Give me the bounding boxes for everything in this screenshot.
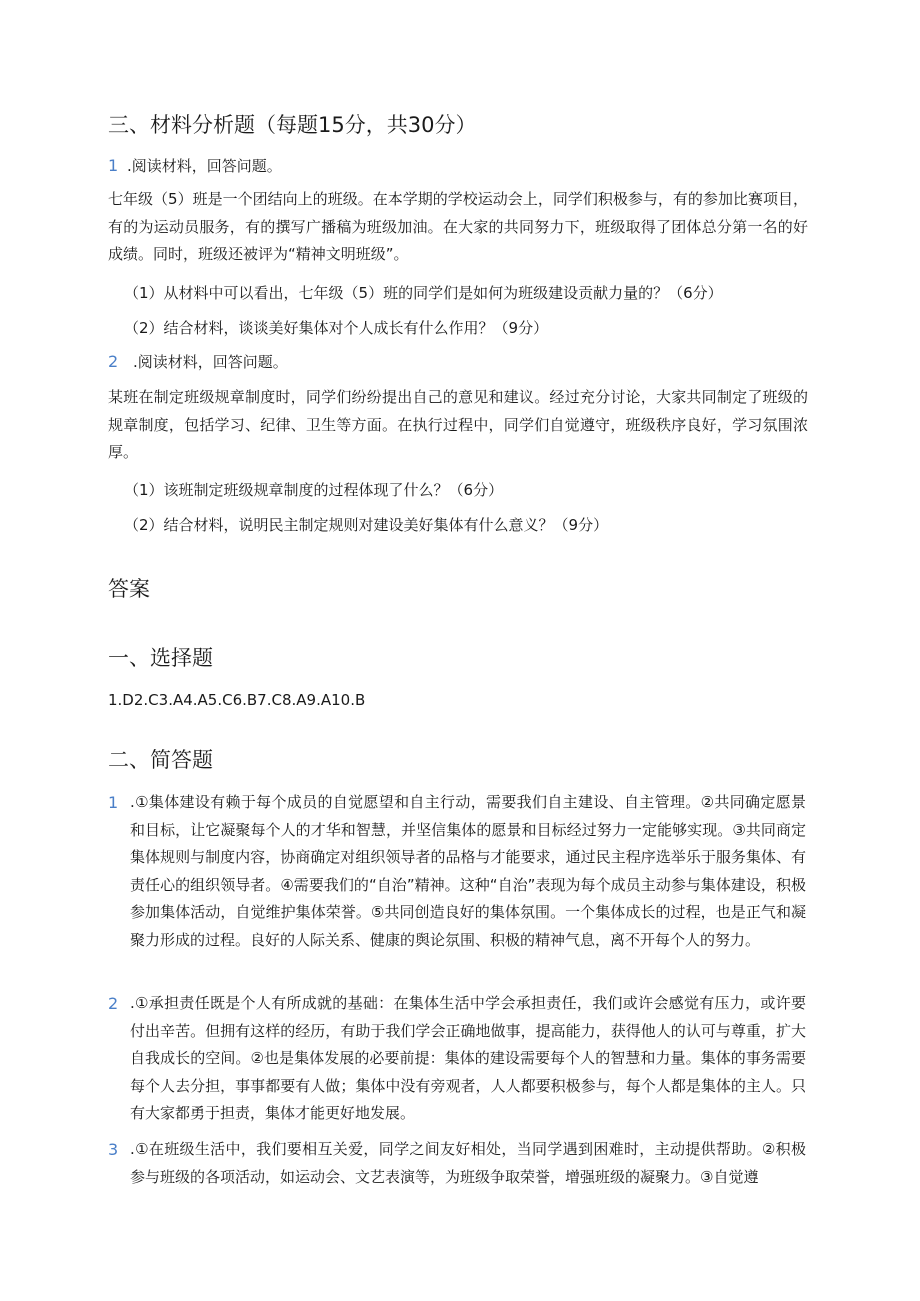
answer-item-2	[108, 990, 808, 1130]
question-2-sub-1: （1）该班制定班级规章制度的过程体现了什么？（6分）	[124, 481, 504, 499]
question-1-material: 七年级（5）班是一个团结向上的班级。在本学期的学校运动会上，同学们积极参与，有的参加比赛项目，有的为运动员服务，有的撰写广播稿为班级加油。在大家的共同努力下，班级取得了团体总分第一名的好成绩。同时，班级还被评为“精神文明班级”。	[108, 190, 808, 263]
question-number: 1	[108, 156, 119, 175]
question-number: 2	[108, 352, 119, 371]
question-1-sub-2: （2）结合材料，谈谈美好集体对个人成长有什么作用？（9分）	[124, 319, 549, 337]
question-2-material: 某班在制定班级规章制度时，同学们纷纷提出自己的意见和建议。经过充分讨论，大家共同制定了班级的规章制度，包括学习、纪律、卫生等方面。在执行过程中，同学们自觉遵守，班级秩序良好，学习氛围浓厚。	[108, 388, 808, 461]
short-answer-section-title: 二、简答题	[108, 748, 213, 772]
answer-number: 2	[108, 994, 119, 1013]
answer-text: .①集体建设有赖于每个成员的自觉愿望和自主行动，需要我们自主建设、自主管理。②共同确定愿景和目标，让它凝聚每个人的才华和智慧，并坚信集体的愿景和目标经过努力一定能够实现。③共同商定集体规则与制度内容，协商确定对组织领导者的品格与才能要求，通过民主程序选举乐于服务集体、有责任心的组织领导者。④需要我们的“自治”精神。这种“自治”表现为每个成员主动参与集体建设，积极参加集体活动，自觉维护集体荣誉。⑤共同创造良好的集体氛围。一个集体成长的过程，也是正气和凝聚力形成的过程。良好的人际关系、健康的舆论氛围、积极的精神气息，离不开每个人的努力。	[130, 793, 806, 949]
answer-number: 3	[108, 1140, 119, 1159]
section-title-material-analysis: 三、材料分析题（每题15分，共30分）	[108, 113, 477, 137]
answer-text: .①在班级生活中，我们要相互关爱，同学之间友好相处，当同学遇到困难时，主动提供帮助。②积极参与班级的各项活动，如运动会、文艺表演等，为班级争取荣誉，增强班级的凝聚力。③自觉遵	[130, 1140, 806, 1186]
choice-section-title: 一、选择题	[108, 646, 213, 670]
question-prompt: .阅读材料，回答问题。	[126, 157, 282, 175]
question-1-sub-1: （1）从材料中可以看出，七年级（5）班的同学们是如何为班级建设贡献力量的？（6分）	[124, 284, 723, 302]
question-2-header	[108, 348, 288, 376]
answer-text: .①承担责任既是个人有所成就的基础：在集体生活中学会承担责任，我们或许会感觉有压力，或许要付出辛苦。但拥有这样的经历，有助于我们学会正确地做事，提高能力，获得他人的认可与尊重，扩大自我成长的空间。②也是集体发展的必要前提：集体的建设需要每个人的智慧和力量。集体的事务需要每个人去分担，事事都要有人做；集体中没有旁观者，人人都要积极参与，每个人都是集体的主人。只有大家都勇于担责，集体才能更好地发展。	[130, 994, 806, 1122]
choice-answers: 1.D2.C3.A4.A5.C6.B7.C8.A9.A10.B	[108, 691, 366, 709]
question-prompt: .阅读材料，回答问题。	[132, 353, 288, 371]
question-1-header	[108, 152, 282, 180]
answer-item-3	[108, 1136, 808, 1196]
answers-title: 答案	[108, 577, 150, 601]
answer-number: 1	[108, 793, 119, 812]
answer-item-1	[108, 789, 808, 979]
question-2-sub-2: （2）结合材料，说明民主制定规则对建设美好集体有什么意义？（9分）	[124, 516, 609, 534]
